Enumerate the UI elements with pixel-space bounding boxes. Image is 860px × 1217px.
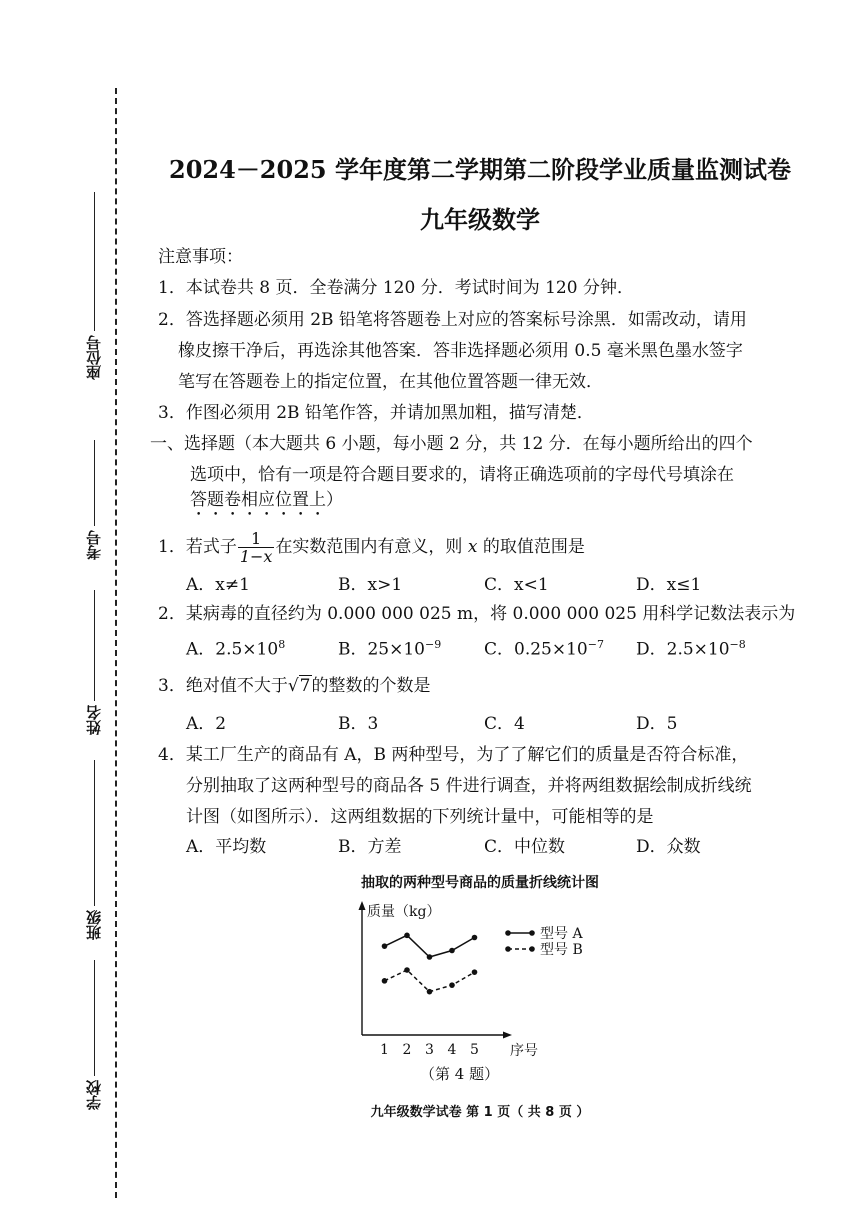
exam-no-field <box>84 440 104 560</box>
series-line-a <box>385 935 475 957</box>
q1-prefix: 1．若式子 <box>158 537 237 557</box>
name-label: 姓名 <box>85 705 103 735</box>
data-point-b-5 <box>472 969 478 975</box>
data-point-b-1 <box>382 978 388 984</box>
q2-option-a <box>186 634 285 661</box>
notice-item-2-cont: 橡皮擦干净后，再选涂其他答案．答非选择题必须用 0.5 毫米黑色墨水签字 <box>178 341 743 361</box>
notice-item-2-cont2: 笔写在答题卷上的指定位置，在其他位置答题一律无效． <box>178 372 603 392</box>
q4-option-a: A．平均数 <box>186 837 267 857</box>
q2-c-base: C．0.25×10 <box>484 639 588 660</box>
q2-b-exponent: −9 <box>425 638 442 651</box>
data-point-a-1 <box>382 943 388 949</box>
question-4: 4．某工厂生产的商品有 A，B 两种型号，为了了解它们的质量是否符合标准， <box>158 745 749 765</box>
figure-caption: （第 4 题） <box>420 1065 500 1083</box>
data-point-b-3 <box>427 989 433 995</box>
exam-no-label: 考号 <box>85 530 103 560</box>
name-field-line <box>94 590 95 701</box>
legend-label-b: 型号 B <box>540 942 583 958</box>
notice-item-1: 1．本试卷共 8 页．全卷满分 120 分．考试时间为 120 分钟． <box>158 278 634 298</box>
section-1-line-2: 选项中，恰有一项是符合题目要求的，请将正确选项前的字母代号填涂在 <box>190 465 734 485</box>
q2-option-b <box>338 634 441 661</box>
q3-option-c: C．4 <box>484 714 525 734</box>
question-2: 2．某病毒的直径约为 0.000 000 025 m，将 0.000 000 025 用科学记数法表示为 <box>158 604 796 624</box>
section-1-close: ） <box>326 490 343 510</box>
series-group <box>382 933 478 995</box>
y-axis-label: 质量（kg） <box>367 904 441 920</box>
q2-a-exponent: 8 <box>278 638 286 651</box>
data-point-b-4 <box>449 982 455 988</box>
exam-no-field-line <box>94 440 95 526</box>
q3-option-d: D．5 <box>636 714 678 734</box>
q1-option-b: B．x>1 <box>338 575 403 595</box>
exam-subject: 九年级数学 <box>420 205 540 234</box>
x-tick-label-1: 1 <box>380 1042 389 1058</box>
x-axis-label: 序号 <box>510 1043 538 1059</box>
class-field <box>84 760 104 940</box>
page-footer: 九年级数学试卷 第 1 页（ 共 8 页 ） <box>370 1105 590 1120</box>
legend-marker-a <box>505 930 511 936</box>
x-axis-arrow <box>503 1032 512 1039</box>
school-label: 学校 <box>85 1080 103 1110</box>
seat-label: 座位号 <box>85 335 103 380</box>
q1-numerator: 1 <box>238 530 275 548</box>
q2-b-base: B．25×10 <box>338 639 426 660</box>
x-tick-label-3: 3 <box>425 1042 434 1058</box>
q3-option-b: B．3 <box>338 714 379 734</box>
q1-option-a: A．x≠1 <box>186 575 250 595</box>
x-tick-label-5: 5 <box>470 1042 479 1058</box>
q2-d-exponent: −8 <box>729 638 746 651</box>
q1-variable: x <box>467 537 478 557</box>
legend-marker-b-end <box>529 946 535 952</box>
q4-option-c: C．中位数 <box>484 837 566 857</box>
legend-marker-b <box>505 946 511 952</box>
series-line-b <box>385 970 475 992</box>
q1-text-a: 在实数范围内有意义，则 <box>275 537 468 557</box>
section-1-line-3 <box>190 489 343 520</box>
cut-line <box>115 88 117 1198</box>
q3-radicand: 7 <box>299 676 311 696</box>
line-chart <box>340 895 620 1065</box>
q1-option-c: C．x<1 <box>484 575 549 595</box>
data-point-a-2 <box>404 933 410 939</box>
notice-item-2: 2．答选择题必须用 2B 铅笔将答题卷上对应的答案标号涂黑．如需改动，请用 <box>158 310 747 330</box>
notice-item-3: 3．作图必须用 2B 铅笔作答，并请加黑加粗，描写清楚． <box>158 403 594 423</box>
seat-field <box>84 192 104 380</box>
q3-suffix: 的整数的个数是 <box>311 676 431 696</box>
x-tick-label-2: 2 <box>402 1042 412 1058</box>
question-4-line-2: 分别抽取了这两种型号的商品各 5 件进行调查，并将两组数据绘制成折线统 <box>186 776 752 796</box>
legend-marker-a-end <box>529 930 535 936</box>
q2-option-d <box>636 634 746 661</box>
q2-c-exponent: −7 <box>587 638 604 651</box>
binding-strip <box>0 0 130 1217</box>
school-field-line <box>94 960 95 1076</box>
q4-option-b: B．方差 <box>338 837 402 857</box>
x-tick-label-4: 4 <box>447 1042 457 1058</box>
chart-title: 抽取的两种型号商品的质量折线统计图 <box>361 875 599 891</box>
q2-a-base: A．2.5×10 <box>186 639 279 660</box>
q1-text-b: 的取值范围是 <box>477 537 585 557</box>
q4-option-d: D．众数 <box>636 837 701 857</box>
school-field <box>84 960 104 1110</box>
data-point-a-5 <box>472 935 478 941</box>
question-4-line-3: 计图（如图所示）．这两组数据的下列统计量中，可能相等的是 <box>186 807 654 827</box>
class-field-line <box>94 760 95 906</box>
q1-option-d: D．x≤1 <box>636 575 702 595</box>
q2-d-base: D．2.5×10 <box>636 639 730 660</box>
q1-fraction <box>238 530 275 565</box>
question-1 <box>158 527 585 567</box>
question-3 <box>158 675 431 697</box>
section-1-heading: 一、选择题（本大题共 6 小题，每小题 2 分，共 12 分．在每小题所给出的四个 <box>150 434 753 454</box>
exam-title: 2024－2025 学年度第二学期第二阶段学业质量监测试卷 <box>169 155 791 184</box>
notice-heading: 注意事项： <box>158 247 243 267</box>
seat-field-line <box>94 192 95 331</box>
data-point-a-4 <box>449 948 455 954</box>
radical-sign: √ <box>287 676 299 696</box>
q2-option-c <box>484 634 604 661</box>
data-point-a-3 <box>427 954 433 960</box>
q3-prefix: 3．绝对值不大于 <box>158 676 288 696</box>
q1-denominator: 1−x <box>239 547 273 566</box>
class-label: 班级 <box>85 910 103 940</box>
legend-label-a: 型号 A <box>540 926 583 942</box>
section-1-emphasis: 答题卷相应位置上 <box>190 490 326 510</box>
legend <box>505 925 583 958</box>
y-axis-arrow <box>359 901 366 910</box>
data-point-b-2 <box>404 967 410 973</box>
name-field <box>84 590 104 735</box>
q3-option-a: A．2 <box>186 714 227 734</box>
x-tick-labels <box>380 1042 479 1058</box>
